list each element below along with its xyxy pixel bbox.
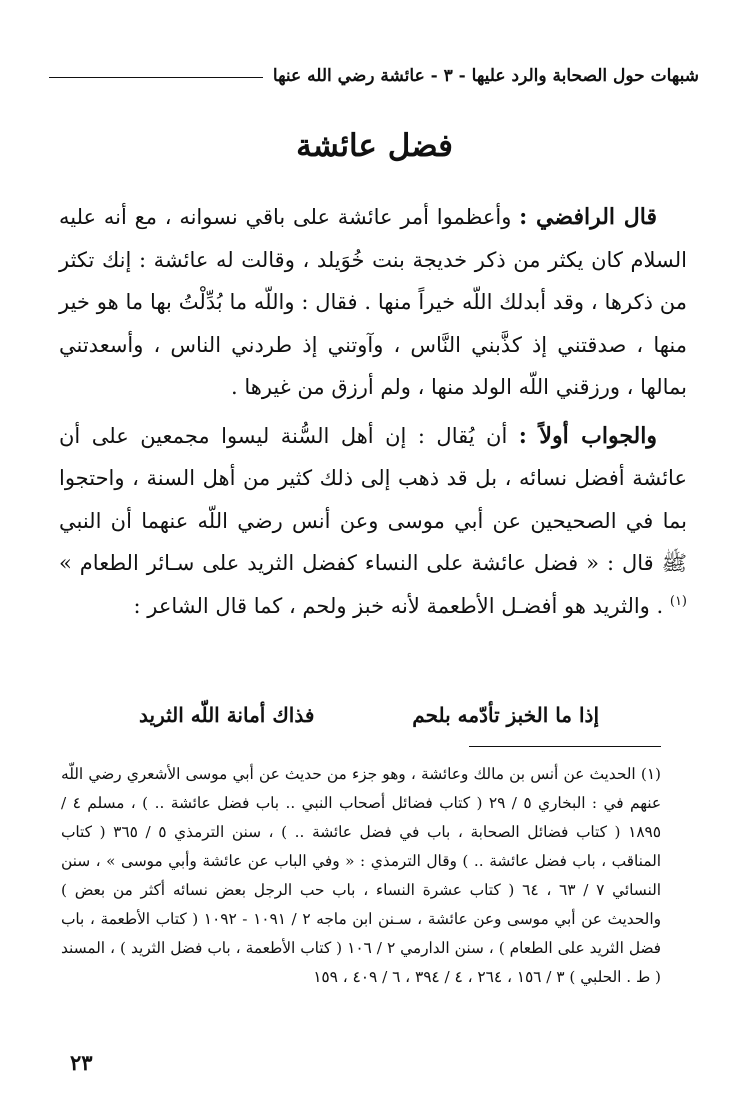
verse-hemistich-first: إذا ما الخبز تأدّمه بلحم bbox=[412, 703, 599, 727]
header-rule bbox=[49, 77, 263, 78]
paragraph-lead: قال الرافضي : bbox=[519, 204, 657, 230]
paragraph-text: وأعظموا أمر عائشة على باقي نسوانه ، مع أنه عليه السلام كان يكثر من ذكر خديجة بنت خُوَيلد ، وقالت له عائشة : إنك تكثر من ذكرها ، وقد أبدلك اللّه خيراً منها . فقال : واللّه ما بُدِّلْتُ بها ما هو خير منها ، صدقتني إذ كذَّبني النَّاس ، وآوتني إذ طردني الناس ، وأسعدتني بمالها ، ورزقني اللّه الولد منها ، ولم أرزق من غيرها . bbox=[59, 205, 687, 399]
body-text bbox=[59, 196, 687, 633]
footnote-separator bbox=[469, 746, 661, 747]
running-header bbox=[49, 66, 699, 86]
footnote-marker: (١) bbox=[669, 593, 687, 609]
chapter-title: فضل عائشة bbox=[296, 128, 453, 164]
paragraph-claim bbox=[59, 196, 687, 409]
poetry-verse bbox=[139, 703, 599, 727]
paragraph-lead: والجواب أولاً : bbox=[518, 422, 657, 449]
footnotes bbox=[61, 760, 661, 992]
paragraph-text-continued: . والثريد هو أفضـل الأطعمة لأنه خبز ولحم ، كما قال الشاعر : bbox=[133, 593, 670, 618]
footnote: (١) الحديث عن أنس بن مالك وعائشة ، وهو جزء من حديث عن أبي موسى الأشعري رضي اللّه عنهم في : البخاري ٥ / ٢٩ ( كتاب فضائل أصحاب النبي .. باب فضل عائشة .. ) ، مسلم ٤ / ١٨٩٥ ( كتاب فضائل الصحابة ، باب في فضل عائشة .. ) ، سنن الترمذي ٥ / ٣٦٥ ( كتاب المناقب ، باب فضل عائشة .. ) وقال الترمذي : « وفي الباب عن عائشة وأبي موسى » ، سنن النسائي ٧ / ٦٣ ، ٦٤ ( كتاب عشرة النساء ، باب حب الرجل بعض نسائه أكثر من بعض ) والحديث عن أبي موسى وعن عائشة ، سـنن ابن ماجه ٢ / ١٠٩١ - ١٠٩٢ ( كتاب الأطعمة ، باب فضل الثريد على الطعام ) ، سنن الدارمي ٢ / ١٠٦ ( كتاب الأطعمة ، باب فضل الثريد ) ، المسند ( ط . الحلبي ) ٣ / ١٥٦ ، ٢٦٤ ، ٤ / ٣٩٤ ، ٦ / ٤٠٩ ، ١٥٩ bbox=[61, 765, 661, 986]
verse-hemistich-second: فذاك أمانة اللّه الثريد bbox=[139, 703, 315, 727]
paragraph-text: أن يُقال : إن أهل السُّنة ليسوا مجمعين على أن عائشة أفضل نسائه ، بل قد ذهب إلى ذلك كثير من أهل السنة ، واحتجوا بما في الصحيحين عن أبي موسى وعن أنس رضي اللّه عنهما أن النبي ﷺ قال : « فضل عائشة على النساء كفضل الثريد على سـائر الطعام » bbox=[59, 423, 687, 575]
paragraph-answer bbox=[59, 415, 687, 628]
running-title: شبهات حول الصحابة والرد عليها - ٣ - عائشة رضي الله عنها bbox=[272, 66, 699, 86]
page-number: ٢٣ bbox=[70, 1050, 93, 1075]
